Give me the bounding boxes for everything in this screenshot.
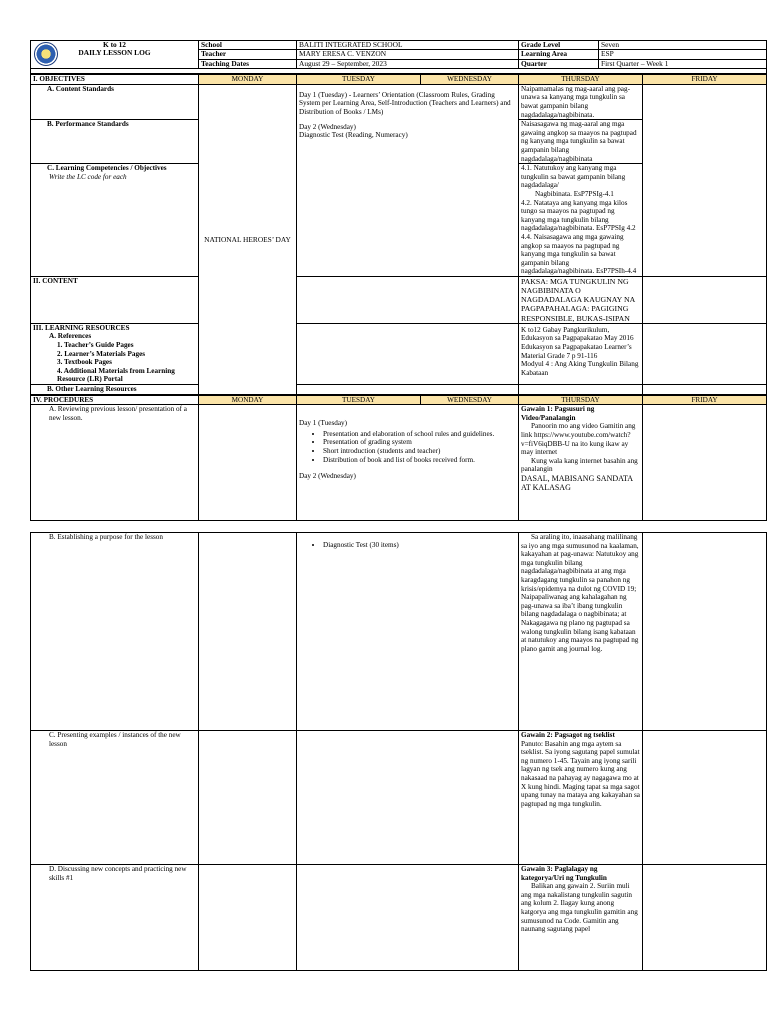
- fri-resources: [643, 323, 767, 384]
- proc-day-thursday: THURSDAY: [519, 395, 643, 405]
- day-wednesday: WEDNESDAY: [421, 75, 519, 85]
- thu-resources: [519, 323, 643, 384]
- deped-seal-icon: [34, 42, 58, 66]
- area-value: ESP: [599, 50, 767, 59]
- proc-d-monday: [199, 865, 297, 971]
- teacher-value: MARY ERESA C. VENZON: [297, 50, 519, 59]
- day-thursday: THURSDAY: [519, 75, 643, 85]
- lesson-log-page-1: [30, 40, 766, 521]
- procedures-table-continued: [30, 532, 767, 971]
- ref-tb-label: 3. Textbook Pages: [57, 358, 112, 367]
- procedures-heading: IV. PROCEDURES: [31, 395, 199, 405]
- lesson-log-page-2: [30, 532, 766, 971]
- thu-comp-2: 4.2. Natataya ang kanyang mga kilos tungo sa maayos na pagtupad ng kanyang mga tungkulin bilang nagdadalaga/nagbibinata. EsP7PSIg 4.2: [521, 198, 636, 233]
- proc-tue-bullet: • Short introduction (students and teacher): [323, 447, 516, 456]
- school-value: BALITI INTEGRATED SCHOOL: [297, 41, 519, 50]
- proc-a-friday: [643, 405, 767, 521]
- proc-b-tue-wed: [297, 533, 519, 731]
- proc-a-monday: [199, 405, 297, 521]
- proc-b-bullet: • Diagnostic Test (30 items): [323, 541, 516, 550]
- day-friday: FRIDAY: [643, 75, 767, 85]
- proc-d-friday: [643, 865, 767, 971]
- tue-wed-objectives: [297, 84, 519, 276]
- proc-c-tue-wed: [297, 731, 519, 865]
- proc-a-tue-wed: [297, 405, 519, 521]
- gawain-1-text: Panoorin mo ang video Gamitin ang link https://www.youtube.com/watch?v=fiV6iqDBB-U na ito kung ikaw ay may internet: [521, 422, 636, 457]
- gawain-2-text: Panuto: Basahin ang mga aytem sa tseklist. Sa iyong sagutang papel sumulat ng numero 1-45. Tayain ang iyong sarili lagyan ng tsek ang numero kung ang nakasaad na pahayag ay nagagawa mo at X kung hindi. Maging tapat sa mga sagot upang tunay na mataya ang kakayahan sa pagtupad ng mga tungkulin.: [521, 739, 640, 808]
- references-label: A. References: [49, 332, 92, 341]
- tue-day2-objective: Diagnostic Test (Reading, Numeracy): [299, 131, 408, 140]
- ref-lm-label: 2. Learner’s Materials Pages: [57, 349, 146, 358]
- gawain-2-title: Gawain 2: Pagsagot ng tseklist: [521, 731, 615, 739]
- gawain-1-prayer-title: DASAL, MABISANG SANDATA AT KALASAG: [521, 473, 633, 493]
- thu-comp-1: 4.1. Natutukoy ang kanyang mga tungkulin sa bawat gampanin bilang nagdadalaga/: [521, 164, 626, 190]
- gawain-3-text: Balikan ang gawain 2. Suriin muli ang mga nakalistang tungkulin sagutin ang kolum 2. Ilagay kung anong katgorya ang mga tungkulin gamitin ang sumusunod na Code. Gamitin ang naunang sagutang papel: [521, 882, 638, 934]
- resources-heading: [31, 323, 199, 384]
- competencies-note: Write the LC code for each: [49, 172, 127, 181]
- fri-objectives: [643, 84, 767, 276]
- tue-day1-objective: Day 1 (Tuesday) - Learners’ Orientation (Classroom Rules, Grading System per Learning Area, Self-Introduction (Teachers and Learners) and Distribution of Books / LMs): [299, 90, 511, 116]
- tue-wed-resources: [297, 323, 519, 384]
- thu-ref-lm: Edukasyon sa Pagpapakatao Learner’s Material Grade 7 p 91-116: [521, 343, 632, 360]
- proc-d-thursday: [519, 865, 643, 971]
- tue-day2-label: Day 2 (Wednesday): [299, 122, 356, 131]
- proc-c-monday: [199, 731, 297, 865]
- thu-ref-tg: K to12 Gabay Pangkurikulum, Edukasyon sa Pagpapakatao May 2016: [521, 325, 634, 343]
- proc-b-bullets: [299, 541, 516, 550]
- proc-d-label: D. Discussing new concepts and practicing new skills #1: [31, 865, 199, 971]
- dates-value: August 29 – September, 2023: [297, 59, 519, 68]
- thu-comp-1b: Nagbibinata. EsP7PSIg-4.1: [535, 189, 614, 198]
- dates-label: Teaching Dates: [199, 59, 297, 68]
- thu-competencies: [519, 164, 643, 277]
- competencies-label: C. Learning Competencies / Objectives: [47, 164, 167, 173]
- proc-tue-day2: Day 2 (Wednesday): [299, 472, 356, 481]
- performance-standards-label: B. Performance Standards: [31, 120, 199, 164]
- proc-b-label: B. Establishing a purpose for the lesson: [31, 533, 199, 731]
- other-resources-label: B. Other Learning Resources: [31, 385, 199, 395]
- proc-tue-bullets: [299, 430, 516, 464]
- title-cell: [31, 41, 199, 69]
- quarter-label: Quarter: [519, 59, 599, 68]
- day-monday: MONDAY: [199, 75, 297, 85]
- quarter-value: First Quarter – Week 1: [599, 59, 767, 68]
- proc-day-monday: MONDAY: [199, 395, 297, 405]
- proc-tue-bullet: • Presentation of grading system: [323, 438, 516, 447]
- procedures-table: [30, 395, 767, 522]
- main-table: [30, 74, 767, 394]
- proc-c-thursday: [519, 731, 643, 865]
- tue-wed-content: [297, 276, 519, 323]
- competencies-cell: [31, 164, 199, 277]
- proc-a-thursday: [519, 405, 643, 521]
- gawain-3-title: Gawain 3: Paglalagay ng kategorya/Uri ng Tungkulin: [521, 865, 607, 882]
- grade-value: Seven: [599, 41, 767, 50]
- school-label: School: [199, 41, 297, 50]
- proc-d-tue-wed: [297, 865, 519, 971]
- teacher-label: Teacher: [199, 50, 297, 59]
- content-heading: II. CONTENT: [31, 276, 199, 323]
- ref-lr-label: 4. Additional Materials from Learning Resource (LR) Portal: [57, 366, 175, 384]
- proc-b-monday: [199, 533, 297, 731]
- proc-day-friday: FRIDAY: [643, 395, 767, 405]
- proc-a-label: A. Reviewing previous lesson/ presentation of a new lesson.: [31, 405, 199, 521]
- thu-ref-tb: Modyul 4 : Ang Aking Tungkulin Bilang Kabataan: [521, 360, 639, 377]
- title-k-to-12: K to 12: [103, 40, 126, 49]
- header-table: [30, 40, 767, 74]
- proc-tue-day1: Day 1 (Tuesday): [299, 419, 348, 428]
- gawain-1-title: Gawain 1: Pagsusuri ng Video/Panalangin: [521, 405, 595, 422]
- objectives-heading: I. OBJECTIVES: [31, 75, 199, 85]
- thu-content-standard: Naipamamalas ng mag-aaral ang pag-unawa sa kanyang mga tungkulin sa bawat gampanin bilang nagdadalaga/nagbibinata.: [519, 84, 643, 119]
- day-tuesday: TUESDAY: [297, 75, 421, 85]
- ref-tg-label: 1. Teacher’s Guide Pages: [57, 341, 134, 350]
- proc-c-friday: [643, 731, 767, 865]
- thu-content: PAKSA: MGA TUNGKULIN NG NAGBIBINATA O NAGDADALAGA KAUGNAY NA PAGPAPAHALAGA: PAGIGING RESPONSIBLE, BUKAS-ISIPAN: [519, 276, 643, 323]
- monday-holiday: NATIONAL HEROES’ DAY: [199, 84, 297, 394]
- thu-performance-standard: Naisasagawa ng mag-aaral ang mga gawaing angkop sa maayos na pagtupad ng kanyang mga tungkulin sa bawat gampanin bilang nagdadalaga/nagbibinata: [519, 120, 643, 164]
- proc-tue-bullet: • Distribution of book and list of books received form.: [323, 456, 516, 465]
- proc-day-wednesday: WEDNESDAY: [421, 395, 519, 405]
- content-standards-label: A. Content Standards: [31, 84, 199, 119]
- thu-other: [519, 385, 643, 395]
- fri-other: [643, 385, 767, 395]
- proc-b-thursday: Sa araling ito, inaasahang malilinang sa iyo ang mga sumusunod na kaalaman, kakayahan at pag-unawa: Natutukoy ang mga tungkulin bilang nagdadalaga/nagbibinata at ang mga karagdagang tungkulin sa panahon ng krisis/epidemya na dulot ng COVID 19; Naipapaliwanag ang kahalagahan ng pag-unawa sa iba’t ibang tungkulin bilang nagdadalaga o nagbibinata; at Nakagagawa ng plano ng pagtupad sa walong tungkulin bilang isang kabataan at natutukoy ang maayos na pagtupad ng plano gamit ang journal log.: [519, 533, 643, 731]
- proc-b-friday: [643, 533, 767, 731]
- fri-content: [643, 276, 767, 323]
- grade-label: Grade Level: [519, 41, 599, 50]
- proc-c-label: C. Presenting examples / instances of the new lesson: [31, 731, 199, 865]
- spacer-row: [31, 69, 767, 74]
- tue-wed-other: [297, 385, 519, 395]
- proc-tue-bullet: • Presentation and elaboration of school rules and guidelines.: [323, 430, 516, 439]
- gawain-1-text-2: Kung wala kang internet basahin ang panalangin: [521, 456, 638, 474]
- proc-day-tuesday: TUESDAY: [297, 395, 421, 405]
- resources-label: III. LEARNING RESOURCES: [33, 323, 130, 332]
- area-label: Learning Area: [519, 50, 599, 59]
- thu-comp-4: 4.4. Naisasagawa ang mga gawaing angkop sa maayos na pagtupad ng kanyang mga tungkulin sa bawat gampanin bilang nagdadalaga/nagbibinata. EsP7PSIh-4.4: [521, 232, 637, 276]
- title-daily-lesson-log: DAILY LESSON LOG: [78, 48, 151, 58]
